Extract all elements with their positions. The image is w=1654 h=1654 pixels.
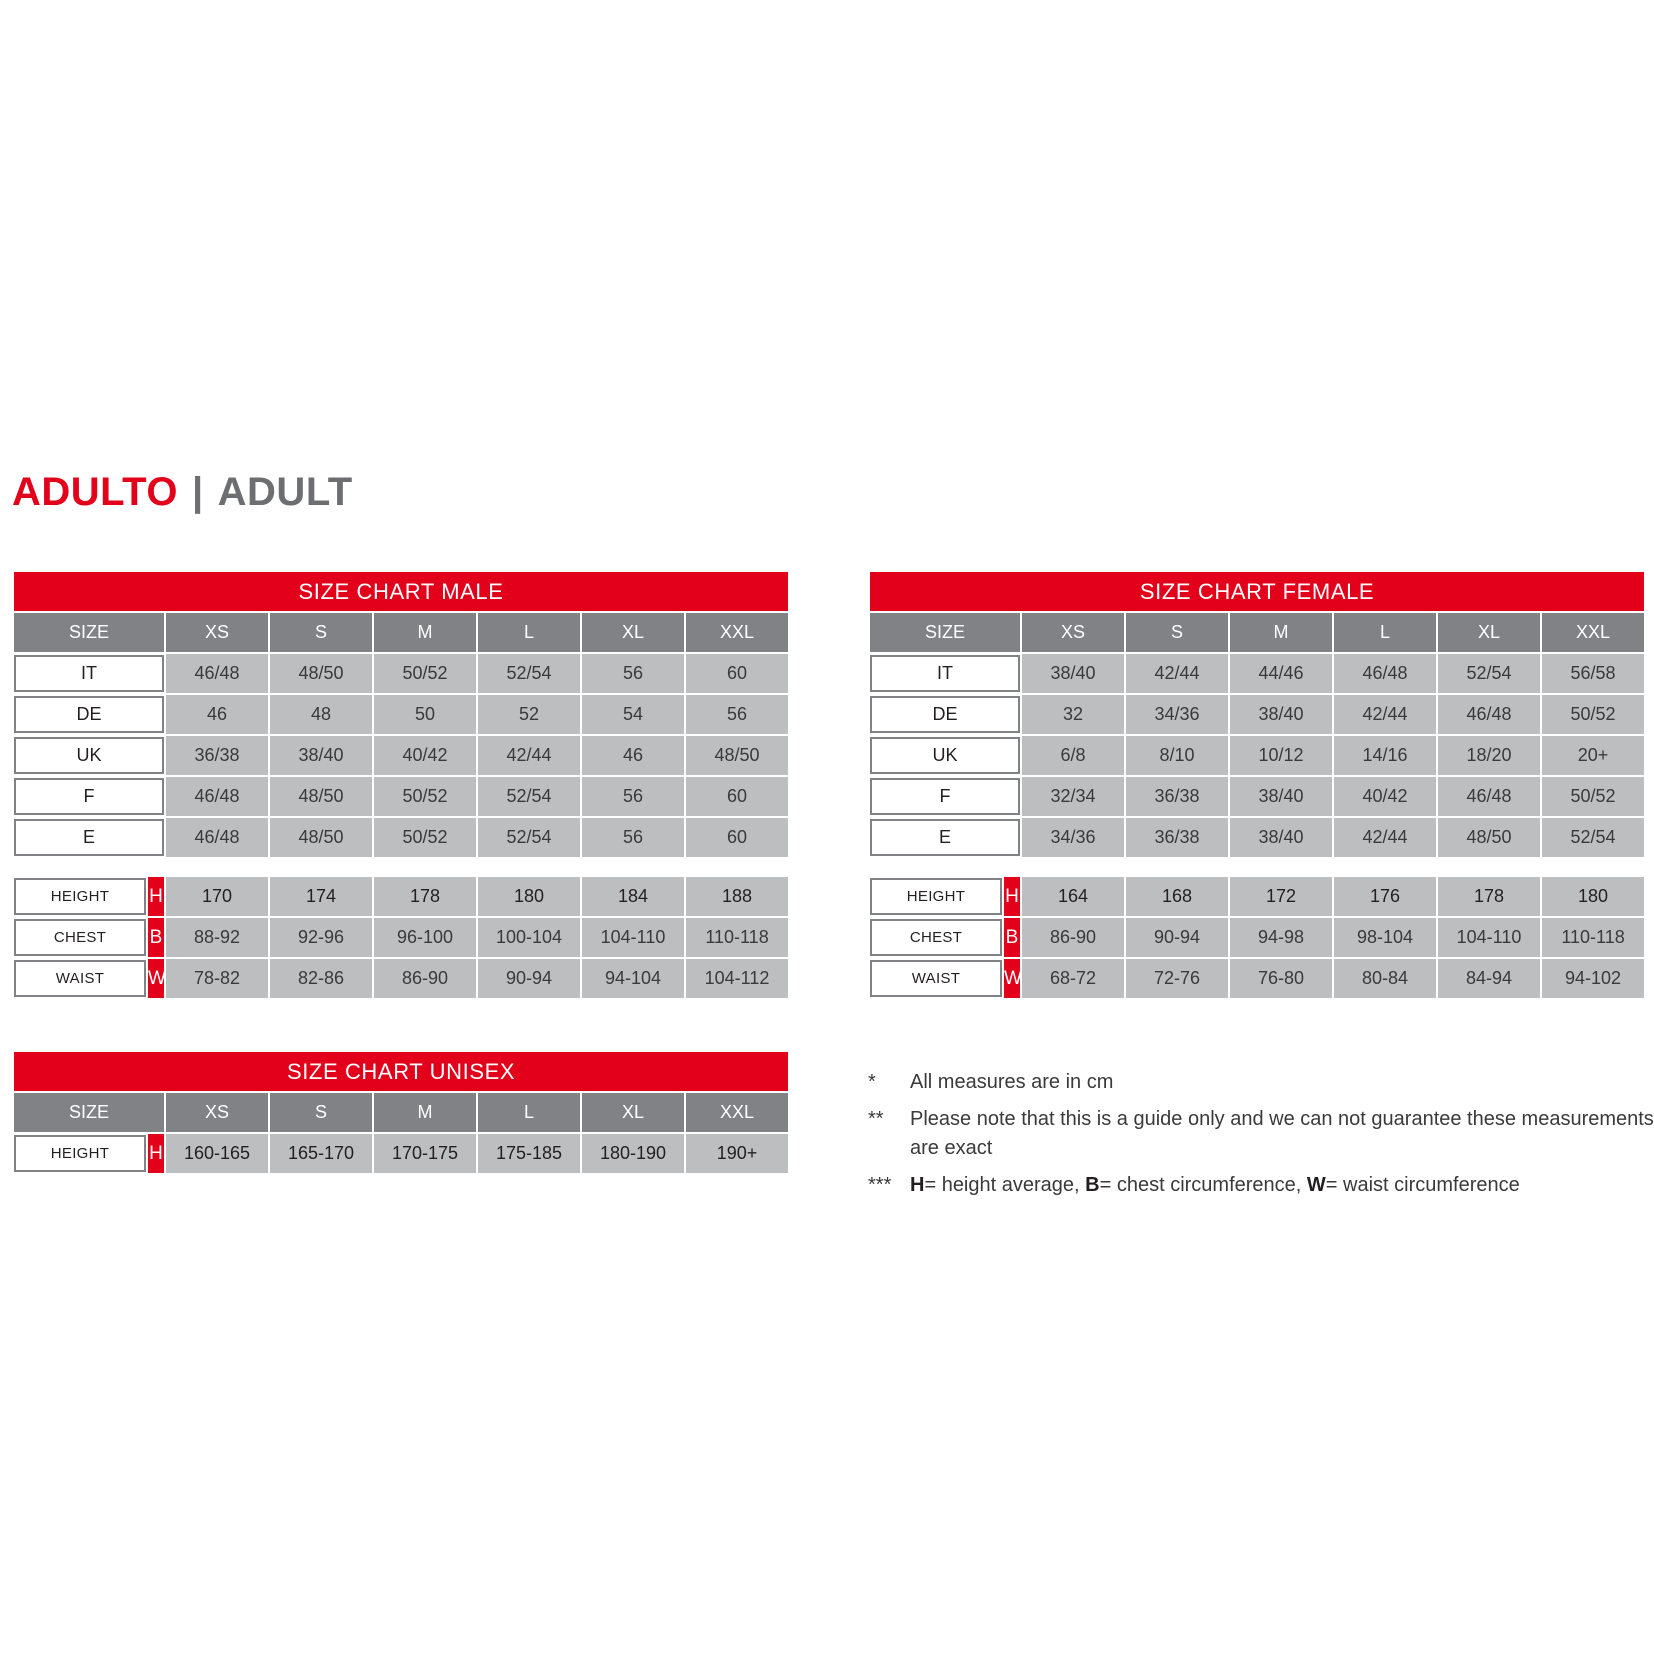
unisex-size-xs: XS (165, 1092, 269, 1133)
female-chest-xxl: 110-118 (1541, 917, 1645, 958)
male-de-xxl: 56 (685, 694, 789, 735)
male-row-label-height: HEIGHT (13, 876, 147, 917)
note-text: Please note that this is a guide only and we can not guarantee these measurements are exact (910, 1108, 1654, 1159)
table-row (13, 653, 789, 694)
male-e-xl: 56 (581, 817, 685, 858)
note-item (868, 1105, 1654, 1163)
size-chart-male-table (12, 570, 790, 1000)
female-row-label-it: IT (869, 653, 1021, 694)
female-size-label: SIZE (869, 612, 1021, 653)
table-row (13, 735, 789, 776)
male-badge-w: W (147, 958, 165, 999)
male-de-xl: 54 (581, 694, 685, 735)
male-waist-m: 86-90 (373, 958, 477, 999)
male-row-label-waist: WAIST (13, 958, 147, 999)
male-row-label-e: E (13, 817, 165, 858)
male-e-m: 50/52 (373, 817, 477, 858)
female-de-m: 38/40 (1229, 694, 1333, 735)
male-chest-xxl: 110-118 (685, 917, 789, 958)
female-waist-xl: 84-94 (1437, 958, 1541, 999)
female-row-label-e: E (869, 817, 1021, 858)
female-row-label-f: F (869, 776, 1021, 817)
unisex-height-xl: 180-190 (581, 1133, 685, 1174)
notes-block (868, 1068, 1654, 1208)
male-f-xl: 56 (581, 776, 685, 817)
table-row (13, 958, 789, 999)
page-title-english: ADULT (217, 470, 353, 514)
male-waist-xl: 94-104 (581, 958, 685, 999)
male-size-m: M (373, 612, 477, 653)
female-uk-s: 8/10 (1125, 735, 1229, 776)
female-row-label-waist: WAIST (869, 958, 1003, 999)
female-height-s: 168 (1125, 876, 1229, 917)
female-e-xs: 34/36 (1021, 817, 1125, 858)
male-size-xs: XS (165, 612, 269, 653)
male-e-s: 48/50 (269, 817, 373, 858)
male-f-m: 50/52 (373, 776, 477, 817)
female-f-l: 40/42 (1333, 776, 1437, 817)
male-chest-xl: 104-110 (581, 917, 685, 958)
female-it-l: 46/48 (1333, 653, 1437, 694)
unisex-size-m: M (373, 1092, 477, 1133)
female-size-l: L (1333, 612, 1437, 653)
male-de-xs: 46 (165, 694, 269, 735)
unisex-row-label-height: HEIGHT (13, 1133, 147, 1174)
female-size-xxl: XXL (1541, 612, 1645, 653)
table-row (13, 876, 789, 917)
female-waist-s: 72-76 (1125, 958, 1229, 999)
table-row (869, 876, 1645, 917)
female-de-l: 42/44 (1333, 694, 1437, 735)
female-badge-b: B (1003, 917, 1021, 958)
male-e-xs: 46/48 (165, 817, 269, 858)
female-row-label-de: DE (869, 694, 1021, 735)
female-waist-xs: 68-72 (1021, 958, 1125, 999)
female-f-s: 36/38 (1125, 776, 1229, 817)
male-height-xl: 184 (581, 876, 685, 917)
male-row-label-f: F (13, 776, 165, 817)
female-uk-l: 14/16 (1333, 735, 1437, 776)
male-f-xs: 46/48 (165, 776, 269, 817)
table-row (869, 776, 1645, 817)
male-size-label: SIZE (13, 612, 165, 653)
table-header-row (869, 571, 1645, 612)
male-it-s: 48/50 (269, 653, 373, 694)
female-height-xxl: 180 (1541, 876, 1645, 917)
table-row (869, 653, 1645, 694)
table-row (13, 612, 789, 653)
female-size-m: M (1229, 612, 1333, 653)
male-f-xxl: 60 (685, 776, 789, 817)
size-chart-female-table (868, 570, 1646, 1000)
female-waist-l: 80-84 (1333, 958, 1437, 999)
female-e-xxl: 52/54 (1541, 817, 1645, 858)
female-chest-m: 94-98 (1229, 917, 1333, 958)
unisex-height-s: 165-170 (269, 1133, 373, 1174)
female-e-m: 38/40 (1229, 817, 1333, 858)
table-row (13, 776, 789, 817)
female-waist-m: 76-80 (1229, 958, 1333, 999)
male-height-l: 180 (477, 876, 581, 917)
table-row (13, 1133, 789, 1174)
note-marker: ** (868, 1108, 884, 1130)
female-uk-m: 10/12 (1229, 735, 1333, 776)
note-text-legend: H= height average, B= chest circumference, W= waist circumference (910, 1174, 1520, 1196)
female-chest-s: 90-94 (1125, 917, 1229, 958)
size-chart-unisex-table (12, 1050, 790, 1175)
male-uk-m: 40/42 (373, 735, 477, 776)
table-header-row (13, 1051, 789, 1092)
male-size-l: L (477, 612, 581, 653)
female-it-xs: 38/40 (1021, 653, 1125, 694)
male-waist-xs: 78-82 (165, 958, 269, 999)
female-de-xs: 32 (1021, 694, 1125, 735)
unisex-height-xs: 160-165 (165, 1133, 269, 1174)
male-it-xxl: 60 (685, 653, 789, 694)
male-e-l: 52/54 (477, 817, 581, 858)
male-height-s: 174 (269, 876, 373, 917)
male-it-xl: 56 (581, 653, 685, 694)
male-waist-l: 90-94 (477, 958, 581, 999)
female-it-m: 44/46 (1229, 653, 1333, 694)
unisex-size-xxl: XXL (685, 1092, 789, 1133)
note-marker: * (868, 1071, 876, 1093)
female-uk-xl: 18/20 (1437, 735, 1541, 776)
male-size-xl: XL (581, 612, 685, 653)
male-row-label-chest: CHEST (13, 917, 147, 958)
table-header-row (13, 571, 789, 612)
female-uk-xxl: 20+ (1541, 735, 1645, 776)
male-chest-m: 96-100 (373, 917, 477, 958)
table-row (869, 817, 1645, 858)
note-item (868, 1171, 1654, 1200)
unisex-size-l: L (477, 1092, 581, 1133)
female-table-heading: SIZE CHART FEMALE (869, 571, 1645, 612)
male-de-s: 48 (269, 694, 373, 735)
male-badge-h: H (147, 876, 165, 917)
female-de-s: 34/36 (1125, 694, 1229, 735)
male-table-heading: SIZE CHART MALE (13, 571, 789, 612)
male-de-m: 50 (373, 694, 477, 735)
table-row (13, 817, 789, 858)
male-row-label-de: DE (13, 694, 165, 735)
female-f-xl: 46/48 (1437, 776, 1541, 817)
female-size-xl: XL (1437, 612, 1541, 653)
unisex-size-xl: XL (581, 1092, 685, 1133)
table-row (869, 735, 1645, 776)
table-spacer-row (869, 858, 1645, 876)
male-size-s: S (269, 612, 373, 653)
male-chest-l: 100-104 (477, 917, 581, 958)
female-de-xxl: 50/52 (1541, 694, 1645, 735)
page-title-separator: | (191, 470, 204, 514)
note-text: All measures are in cm (910, 1071, 1114, 1093)
female-e-s: 36/38 (1125, 817, 1229, 858)
female-height-xs: 164 (1021, 876, 1125, 917)
table-row (869, 612, 1645, 653)
male-de-l: 52 (477, 694, 581, 735)
female-waist-xxl: 94-102 (1541, 958, 1645, 999)
male-uk-xxl: 48/50 (685, 735, 789, 776)
unisex-height-l: 175-185 (477, 1133, 581, 1174)
male-waist-s: 82-86 (269, 958, 373, 999)
table-row (869, 694, 1645, 735)
female-row-label-height: HEIGHT (869, 876, 1003, 917)
male-uk-xl: 46 (581, 735, 685, 776)
table-row (13, 694, 789, 735)
female-uk-xs: 6/8 (1021, 735, 1125, 776)
male-it-m: 50/52 (373, 653, 477, 694)
female-e-l: 42/44 (1333, 817, 1437, 858)
male-waist-xxl: 104-112 (685, 958, 789, 999)
male-it-l: 52/54 (477, 653, 581, 694)
female-it-xl: 52/54 (1437, 653, 1541, 694)
page-title-italian: ADULTO (12, 470, 178, 514)
male-it-xs: 46/48 (165, 653, 269, 694)
male-row-label-uk: UK (13, 735, 165, 776)
female-height-l: 176 (1333, 876, 1437, 917)
female-badge-w: W (1003, 958, 1021, 999)
female-f-xxl: 50/52 (1541, 776, 1645, 817)
female-size-s: S (1125, 612, 1229, 653)
male-f-l: 52/54 (477, 776, 581, 817)
female-e-xl: 48/50 (1437, 817, 1541, 858)
female-chest-xs: 86-90 (1021, 917, 1125, 958)
note-marker: *** (868, 1174, 892, 1196)
female-row-label-uk: UK (869, 735, 1021, 776)
male-uk-s: 38/40 (269, 735, 373, 776)
female-size-xs: XS (1021, 612, 1125, 653)
unisex-height-m: 170-175 (373, 1133, 477, 1174)
male-uk-l: 42/44 (477, 735, 581, 776)
female-row-label-chest: CHEST (869, 917, 1003, 958)
male-chest-s: 92-96 (269, 917, 373, 958)
male-height-m: 178 (373, 876, 477, 917)
female-de-xl: 46/48 (1437, 694, 1541, 735)
female-badge-h: H (1003, 876, 1021, 917)
female-it-s: 42/44 (1125, 653, 1229, 694)
table-spacer-row (13, 858, 789, 876)
unisex-size-label: SIZE (13, 1092, 165, 1133)
table-row (13, 917, 789, 958)
unisex-height-xxl: 190+ (685, 1133, 789, 1174)
female-it-xxl: 56/58 (1541, 653, 1645, 694)
male-e-xxl: 60 (685, 817, 789, 858)
table-row (13, 1092, 789, 1133)
female-f-m: 38/40 (1229, 776, 1333, 817)
male-row-label-it: IT (13, 653, 165, 694)
male-badge-b: B (147, 917, 165, 958)
female-f-xs: 32/34 (1021, 776, 1125, 817)
male-chest-xs: 88-92 (165, 917, 269, 958)
page-title (12, 470, 353, 515)
table-row (869, 917, 1645, 958)
note-item (868, 1068, 1654, 1097)
female-chest-l: 98-104 (1333, 917, 1437, 958)
female-height-m: 172 (1229, 876, 1333, 917)
female-chest-xl: 104-110 (1437, 917, 1541, 958)
male-height-xxl: 188 (685, 876, 789, 917)
female-height-xl: 178 (1437, 876, 1541, 917)
unisex-table-heading: SIZE CHART UNISEX (13, 1051, 789, 1092)
unisex-size-s: S (269, 1092, 373, 1133)
male-size-xxl: XXL (685, 612, 789, 653)
male-f-s: 48/50 (269, 776, 373, 817)
table-row (869, 958, 1645, 999)
male-uk-xs: 36/38 (165, 735, 269, 776)
unisex-badge-h: H (147, 1133, 165, 1174)
male-height-xs: 170 (165, 876, 269, 917)
